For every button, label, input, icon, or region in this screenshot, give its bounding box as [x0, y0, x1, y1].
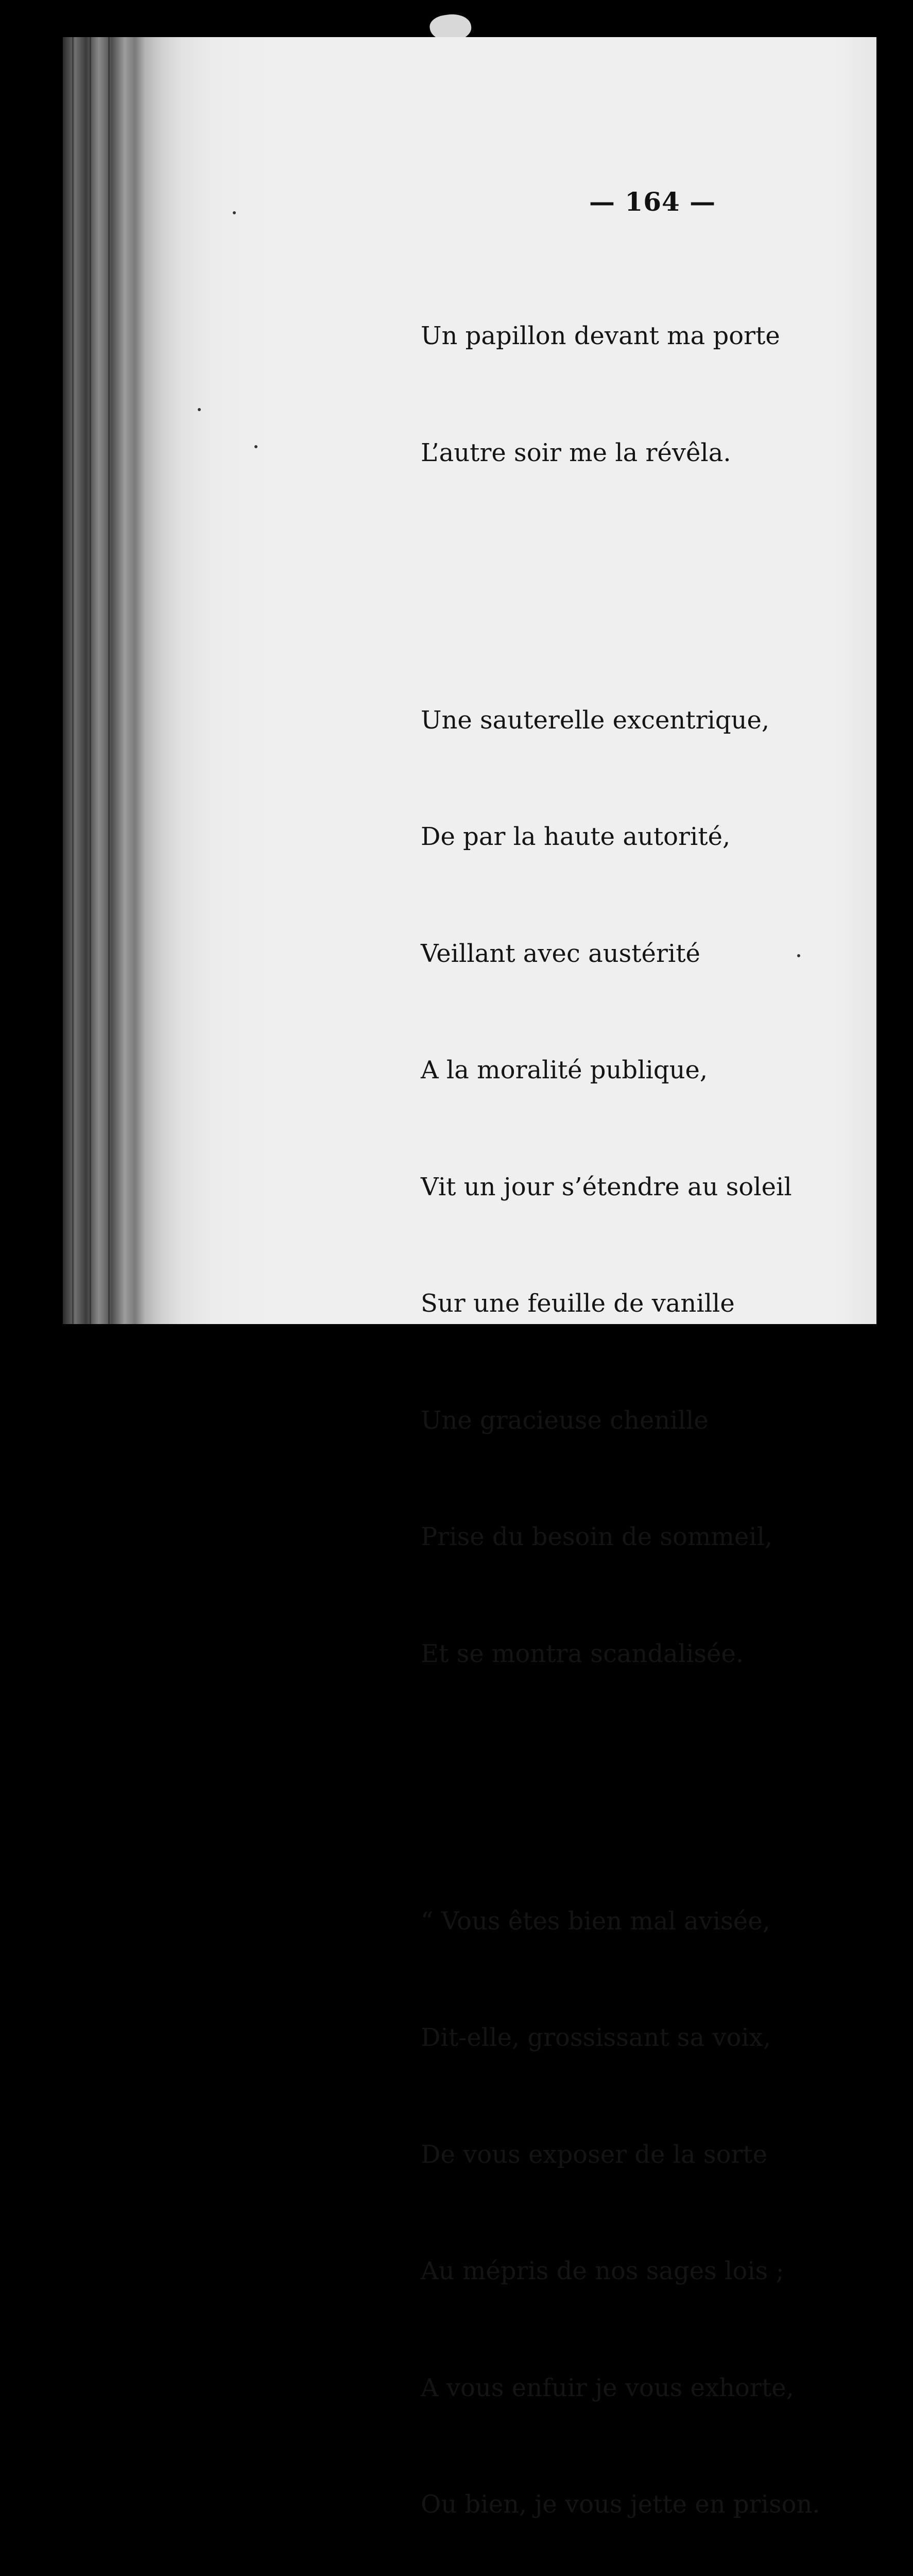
poem-line: Vit un jour s’étendre au soleil — [421, 1172, 792, 1201]
spine-shadow — [90, 37, 91, 1324]
poem-line: Et se montra scandalisée. — [421, 1639, 744, 1668]
poem-line: Ou bien, je vous jette en prison. — [421, 2490, 820, 2519]
page-number: — 164 — — [589, 187, 716, 217]
poem-line: “ Vous êtes bien mal avisée, — [421, 1906, 770, 1936]
dust-speck — [198, 408, 201, 411]
stanza-break — [421, 1751, 820, 1785]
poem-line: Une sauterelle excentrique, — [421, 705, 770, 735]
spine-shadow — [108, 37, 110, 1324]
poem-line: A la moralité publique, — [421, 1056, 708, 1084]
spine-shadow — [72, 37, 74, 1324]
poem-line: A vous enfuir je vous exhorte, — [421, 2373, 794, 2402]
poem-line: Dit-elle, grossissant sa voix, — [421, 2023, 771, 2052]
poem-line: Prise du besoin de sommeil, — [421, 1522, 773, 1551]
dust-speck — [254, 445, 257, 448]
poem-line: Sur une feuille de vanille — [421, 1289, 735, 1318]
stanza-break — [421, 550, 820, 584]
poem-line: De par la haute autorité, — [421, 822, 731, 851]
poem-text — [421, 239, 820, 2576]
poem-line: De vous exposer de la sorte — [421, 2140, 768, 2169]
book-page — [63, 37, 876, 2519]
poem-line: L’autre soir me la révêla. — [421, 438, 731, 467]
poem-line: Veillant avec austérité — [421, 939, 700, 968]
poem-line: Au mépris de nos sages lois ; — [421, 2257, 784, 2285]
poem-line: Un papillon devant ma porte — [421, 321, 780, 350]
dust-speck — [233, 211, 236, 214]
poem-line: Une gracieuse chenille — [421, 1405, 709, 1435]
